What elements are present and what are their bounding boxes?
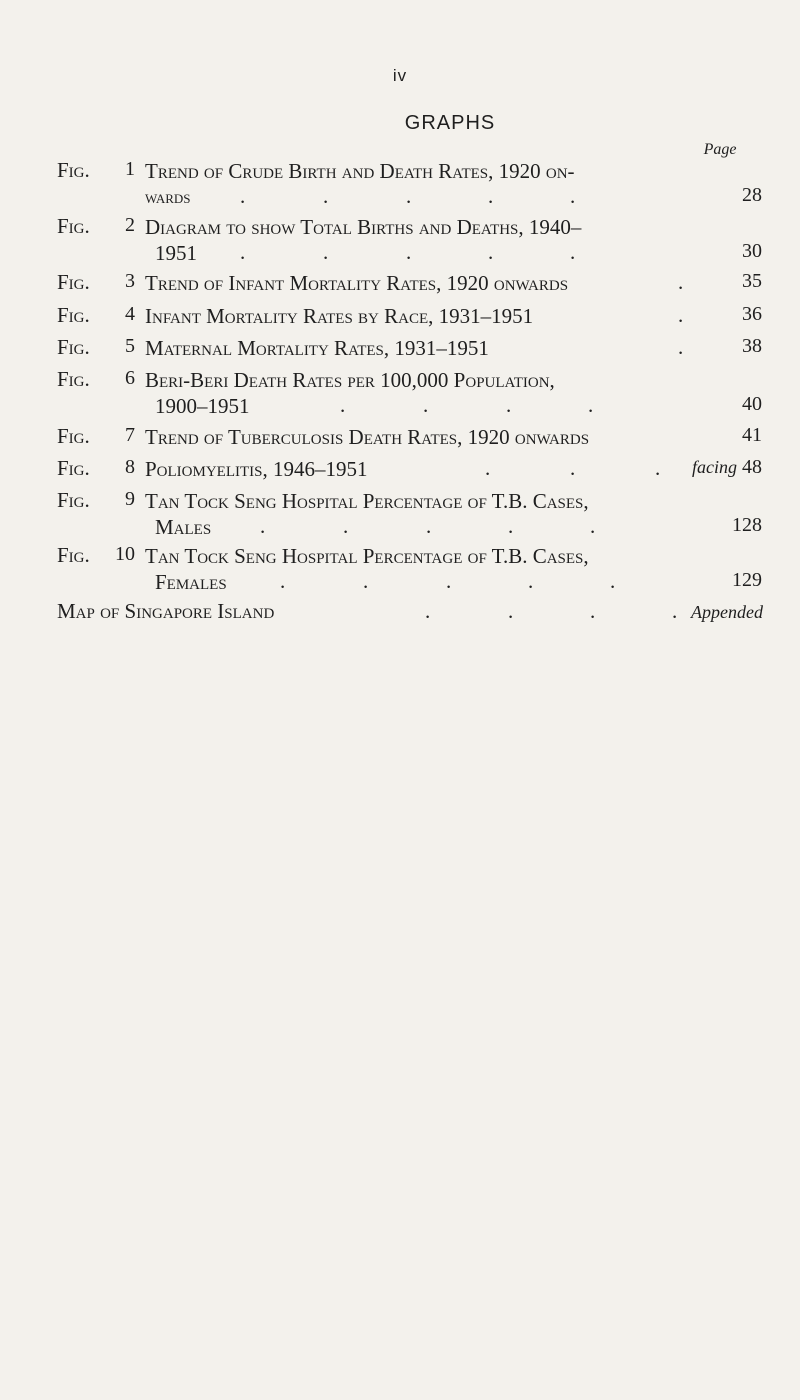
entry-title-line: Diagram to show Total Births and Deaths, 1940– <box>145 215 582 239</box>
map-entry-page: Appended <box>691 602 763 622</box>
page-value: 48 <box>742 456 762 478</box>
entry-page: 36 <box>742 303 762 325</box>
entry-page <box>612 456 762 479</box>
fig-label: Fig. <box>57 367 90 391</box>
entry-title-line: Tan Tock Seng Hospital Percentage of T.B. Cases, <box>145 544 589 568</box>
fig-number: 7 <box>125 424 135 446</box>
entry-page: 129 <box>732 569 762 591</box>
entry-page: 35 <box>742 270 762 292</box>
entry-title-line: Tan Tock Seng Hospital Percentage of T.B. Cases, <box>145 489 589 513</box>
entry-title <box>145 367 665 419</box>
toc-entry: Fig. 1 Trend of Crude Birth and Death Rates, 1920 on- wards . . . . . 28 <box>57 158 762 208</box>
entry-page: 128 <box>732 514 762 536</box>
fig-number: 10 <box>115 543 135 565</box>
fig-number: 8 <box>125 456 135 478</box>
fig-label: Fig. <box>57 456 90 480</box>
entry-title-line: Maternal Mortality Rates, 1931–1951 <box>145 336 489 360</box>
fig-number: 9 <box>125 488 135 510</box>
entry-page: 38 <box>742 335 762 357</box>
entry-title-line: Poliomyelitis, 1946–1951 <box>145 457 368 481</box>
fig-label: Fig. <box>57 424 90 448</box>
page-column-label: Page <box>703 141 737 158</box>
entry-title-line: Trend of Tuberculosis Death Rates, 1920 onwards <box>145 425 590 449</box>
leader-dots: . <box>672 599 678 623</box>
fig-label: Fig. <box>57 270 90 294</box>
entry-title-line: Trend of Infant Mortality Rates, 1920 onwards <box>145 271 569 295</box>
fig-number: 5 <box>125 335 135 357</box>
fig-label: Fig. <box>57 335 90 359</box>
toc-entry: Fig. 9 Tan Tock Seng Hospital Percentage of T.B. Cases, Males . . . . . 128 <box>57 488 762 539</box>
toc-entry: Fig. 6 Beri-Beri Death Rates per 100,000 Population, 1900–1951 . . . . 40 <box>57 367 762 418</box>
entry-title-line: Females <box>155 570 227 594</box>
fig-number: 2 <box>125 214 135 236</box>
fig-label: Fig. <box>57 158 90 182</box>
page-number: iv <box>392 66 408 85</box>
fig-label: Fig. <box>57 214 90 238</box>
entry-title <box>145 335 665 361</box>
entry-title <box>145 543 685 595</box>
leader-dots: . <box>678 335 684 359</box>
entry-title <box>145 456 665 482</box>
page-prefix: facing <box>692 457 737 477</box>
entry-title-line: 1951 <box>155 241 197 265</box>
page-title: GRAPHS <box>404 112 496 134</box>
map-entry-row <box>0 599 800 629</box>
leader-dots: . <box>425 599 431 623</box>
entry-page: 41 <box>742 424 762 446</box>
entry-title-line: Beri-Beri Death Rates per 100,000 Population, <box>145 368 555 392</box>
entry-title-line: wards <box>145 187 191 207</box>
leader-dots: . <box>678 270 684 294</box>
fig-number: 6 <box>125 367 135 389</box>
map-entry-title: Map of Singapore Island <box>57 599 275 623</box>
entry-title-line: Trend of Crude Birth and Death Rates, 1920 on- <box>145 159 575 183</box>
fig-number: 3 <box>125 270 135 292</box>
fig-number: 1 <box>125 158 135 180</box>
entry-title <box>145 214 665 266</box>
fig-label: Fig. <box>57 543 90 567</box>
entry-title <box>145 270 705 296</box>
entry-title <box>145 303 665 329</box>
fig-number: 4 <box>125 303 135 325</box>
entry-page: 28 <box>742 184 762 206</box>
entry-title-line: Infant Mortality Rates by Race, 1931–1951 <box>145 304 534 328</box>
entry-title <box>145 488 685 540</box>
leader-dots: . <box>590 599 596 623</box>
entry-title <box>145 158 665 210</box>
entry-page: 40 <box>742 393 762 415</box>
entry-title-line: 1900–1951 <box>155 394 250 418</box>
fig-label: Fig. <box>57 488 90 512</box>
leader-dots: . <box>508 599 514 623</box>
entry-title-line: Males <box>155 515 212 539</box>
toc-entry: Fig. 2 Diagram to show Total Births and Deaths, 1940– 1951 . . . . . 30 <box>57 214 762 265</box>
fig-label: Fig. <box>57 303 90 327</box>
entry-title <box>145 424 685 450</box>
toc-entry: Fig. 10 Tan Tock Seng Hospital Percentage of T.B. Cases, Females . . . . . 129 <box>57 543 762 594</box>
entry-page: 30 <box>742 240 762 262</box>
leader-dots: . <box>678 303 684 327</box>
toc-entry: Fig. 8 Poliomyelitis, 1946–1951 . . . facing 48 <box>57 456 762 481</box>
